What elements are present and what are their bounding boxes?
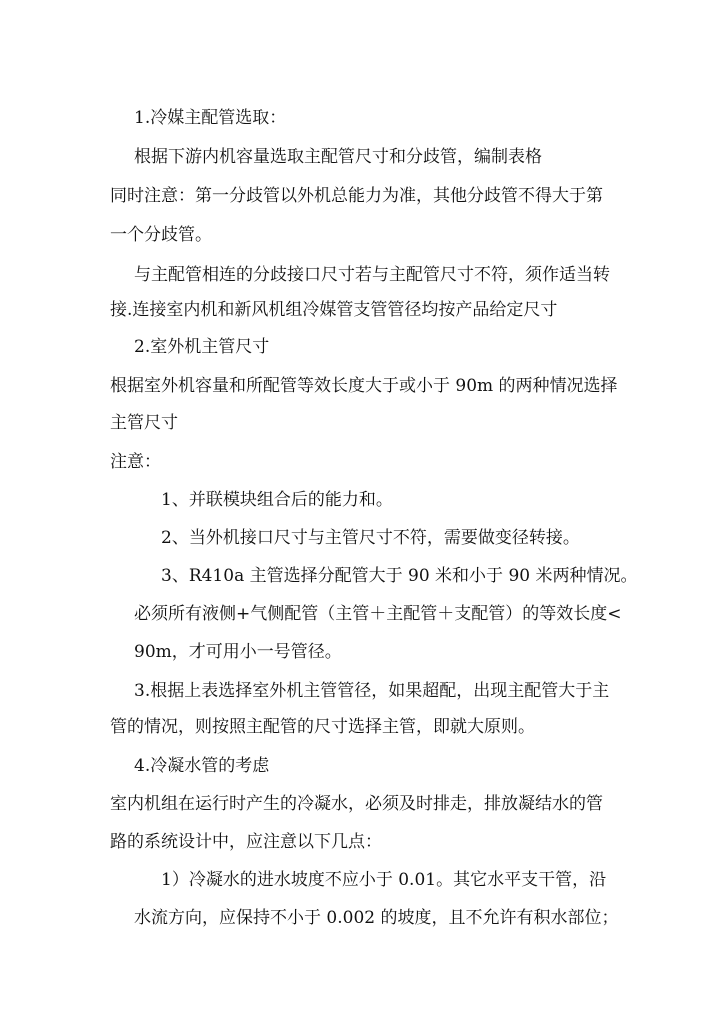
paragraph-line: 管的情况，则按照主配管的尺寸选择主管，即就大原则。 — [110, 717, 535, 737]
paragraph-line: 1）冷凝水的进水坡度不应小于 0.01。其它水平支干管，沿 — [161, 870, 607, 890]
paragraph-line: 室内机组在运行时产生的冷凝水，必须及时排走，排放凝结水的管 — [110, 794, 603, 814]
paragraph-line: 必须所有液侧+气侧配管（主管＋主配管＋支配管）的等效长度< — [134, 604, 622, 624]
note-item: 1、并联模块组合后的能力和。 — [161, 490, 393, 510]
paragraph-line: 根据室外机容量和所配管等效长度大于或小于 90m 的两种情况选择 — [110, 376, 618, 396]
paragraph-line: 根据下游内机容量选取主配管尺寸和分歧管，编制表格 — [134, 147, 542, 167]
heading-outdoor-main-pipe: 2.室外机主管尺寸 — [134, 337, 270, 357]
note-label: 注意： — [110, 452, 161, 472]
paragraph-line: 水流方向，应保持不小于 0.002 的坡度，且不允许有积水部位； — [134, 908, 619, 928]
paragraph-line: 3.根据上表选择室外机主管管径，如果超配，出现主配管大于主 — [134, 681, 610, 701]
paragraph-line: 90m，才可用小一号管径。 — [134, 642, 342, 662]
paragraph-line: 接.连接室内机和新风机组冷媒管支管管径均按产品给定尺寸 — [110, 300, 558, 320]
paragraph-line: 一个分歧管。 — [110, 225, 212, 245]
note-item: 3、R410a 主管选择分配管大于 90 米和小于 90 米两种情况。 — [161, 566, 638, 586]
paragraph-line: 同时注意：第一分歧管以外机总能力为准，其他分歧管不得大于第 — [110, 186, 603, 206]
paragraph-line: 路的系统设计中，应注意以下几点： — [110, 832, 382, 852]
heading-condensate-pipe: 4.冷凝水管的考虑 — [134, 756, 270, 776]
heading-refrigerant-main-pipe: 1.冷媒主配管选取： — [134, 108, 287, 128]
paragraph-line: 与主配管相连的分歧接口尺寸若与主配管尺寸不符，须作适当转 — [134, 265, 610, 285]
note-item: 2、当外机接口尺寸与主管尺寸不符，需要做变径转接。 — [161, 528, 580, 548]
paragraph-line: 主管尺寸 — [110, 413, 178, 433]
